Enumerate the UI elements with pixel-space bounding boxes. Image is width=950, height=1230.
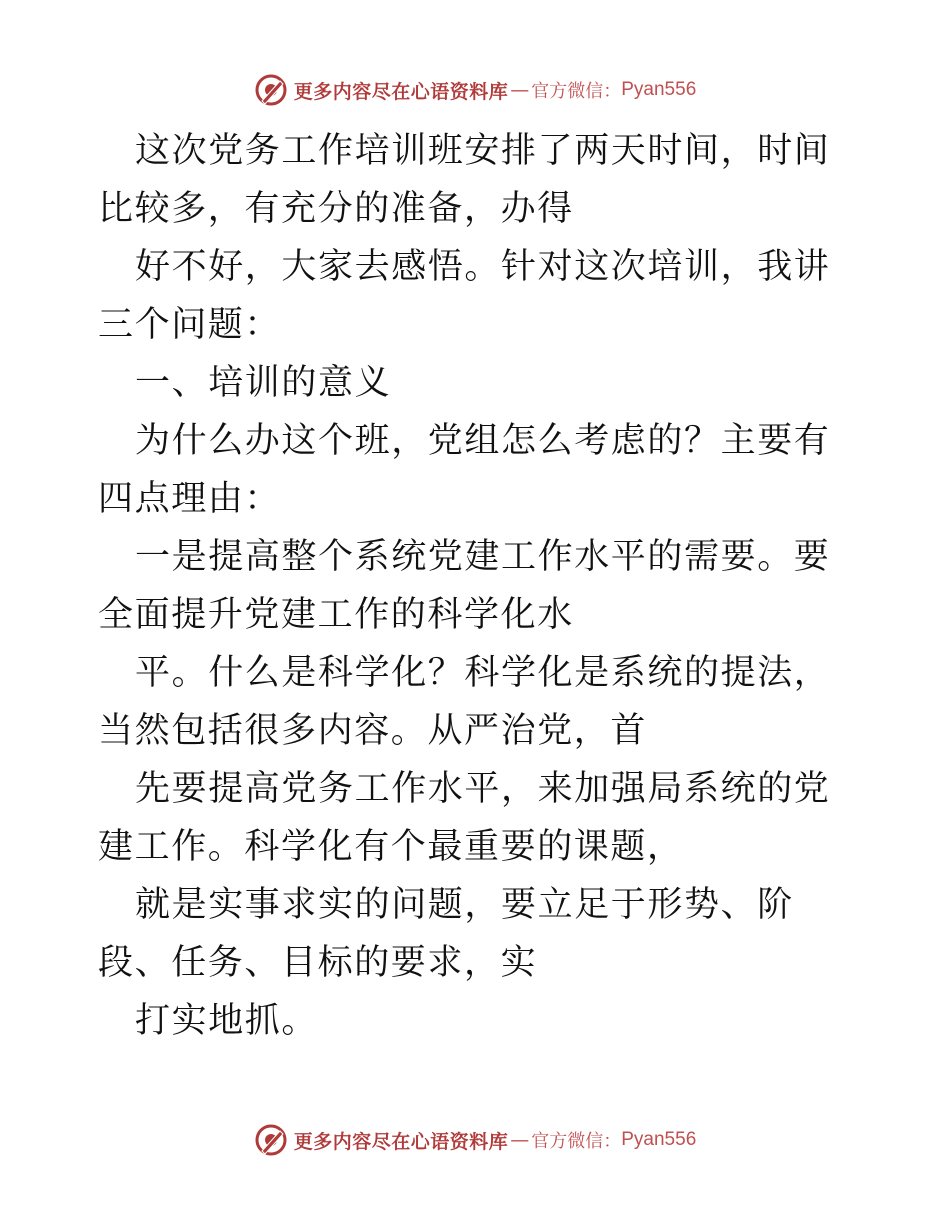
header-watermark [0, 70, 950, 110]
watermark-separator: — [510, 79, 530, 101]
watermark-separator: — [510, 1129, 530, 1151]
wechat-id: Pyan556 [621, 79, 697, 100]
paragraph: 一是提高整个系统党建工作水平的需要。要全面提升党建工作的科学化水 [98, 537, 831, 635]
document-body [98, 122, 858, 1050]
paragraph: 好不好，大家去感悟。针对这次培训，我讲三个问题： [98, 247, 831, 345]
paragraph: 为什么办这个班，党组怎么考虑的？主要有四点理由： [98, 421, 831, 519]
wechat-id: Pyan556 [621, 1129, 697, 1150]
paragraph: 打实地抓。 [135, 1001, 319, 1041]
watermark-text: 更多内容尽在心语资料库 [293, 80, 509, 103]
pen-logo-icon [254, 73, 288, 107]
watermark-text: 更多内容尽在心语资料库 [293, 1130, 509, 1153]
paragraph: 先要提高党务工作水平，来加强局系统的党建工作。科学化有个最重要的课题， [98, 769, 831, 867]
paragraph: 这次党务工作培训班安排了两天时间，时间比较多，有充分的准备，办得 [98, 131, 831, 229]
wechat-label: 官方微信： [531, 81, 622, 102]
section-heading: 一、培训的意义 [135, 363, 392, 403]
footer-watermark [0, 1120, 950, 1160]
paragraph: 平。什么是科学化？科学化是系统的提法，当然包括很多内容。从严治党，首 [98, 653, 831, 751]
wechat-label: 官方微信： [531, 1131, 622, 1152]
paragraph: 就是实事求实的问题，要立足于形势、阶段、任务、目标的要求，实 [98, 885, 794, 983]
pen-logo-icon [254, 1123, 288, 1157]
